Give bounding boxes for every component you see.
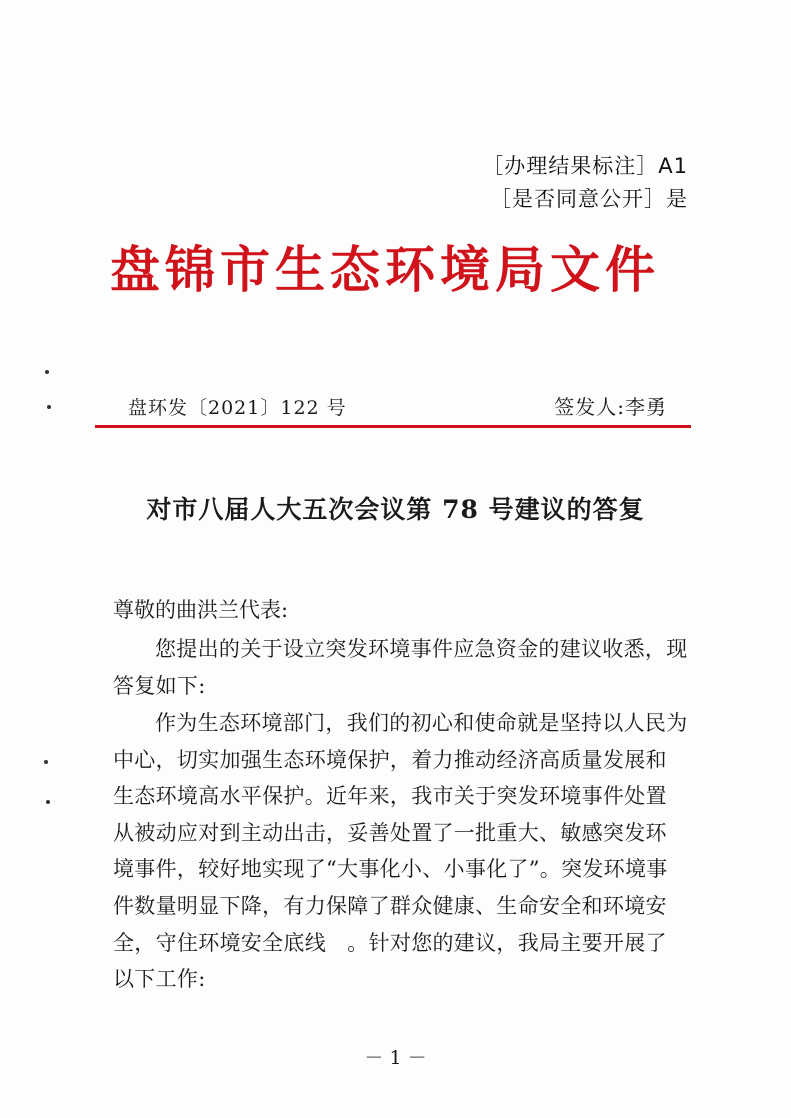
- binding-mark: [44, 760, 48, 764]
- public-annotation: ［是否同意公开］是: [490, 187, 688, 211]
- result-annotation: ［办理结果标注］A1: [482, 154, 688, 178]
- body-paragraph: [113, 631, 688, 704]
- page-number: － 1 －: [364, 1047, 427, 1069]
- red-separator-line: [95, 425, 691, 428]
- signer: 签发人:李勇: [554, 395, 667, 419]
- binding-mark: [45, 370, 49, 374]
- document-number: 盘环发〔2021〕122 号: [128, 397, 347, 419]
- issuing-authority-title: 盘锦市生态环境局文件: [110, 241, 660, 299]
- salutation: 尊敬的曲洪兰代表:: [113, 598, 289, 622]
- body-paragraph: [113, 705, 688, 998]
- paragraph-text: 作为生态环境部门，我们的初心和使命就是坚持以人民为中心，切实加强生态环境保护，着力推动经济高质量发展和生态环境高水平保护。近年来，我市关于突发环境事件处置从被动应对到主动出击，妥善处置了一批重大、敏感突发环境事件，较好地实现了“大事化小、小事化了”。突发环境事件数量明显下降，有力保障了群众健康、生命安全和环境安全，守住环境安全底线 。针对您的建议，我局主要开展了以下工作:: [113, 711, 688, 992]
- paragraph-text: 您提出的关于设立突发环境事件应急资金的建议收悉，现答复如下:: [113, 637, 688, 698]
- binding-mark: [47, 405, 51, 409]
- document-title: 对市八届人大五次会议第 78 号建议的答复: [146, 495, 645, 524]
- binding-mark: [46, 800, 50, 804]
